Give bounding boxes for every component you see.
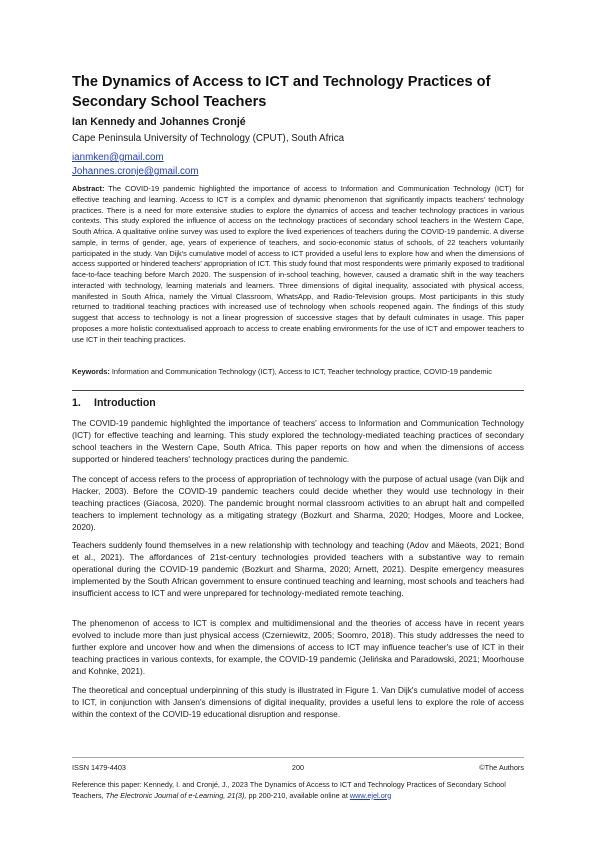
body-paragraph: The concept of access refers to the process of appropriation of technology with the purpose of actual usage (van Dijk and Hacker, 2003). Before the COVID-19 pandemic teachers could decide whether they would use technology in their teaching practices (Giacosa, 2020). The pandemic brought normal classroom activities to an abrupt halt and compelled teachers to implement technology as a mitigating strategy (Bozkurt and Sharma, 2020; Hodges, Moore and Lockee, 2020).	[72, 474, 524, 532]
paper-authors: Ian Kennedy and Johannes Cronjé	[72, 116, 246, 128]
copyright: ©The Authors	[479, 763, 524, 772]
section-number: 1.	[72, 397, 81, 409]
section-divider	[72, 390, 524, 391]
paper-title: The Dynamics of Access to ICT and Technology Practices of Secondary School Teachers	[72, 74, 491, 110]
reference-text: Reference this paper: Kennedy, I. and Cronjé, J., 2023 The Dynamics of Access to ICT and Technology Practices of Secondary School Teachers,	[72, 780, 506, 800]
footer-divider	[72, 757, 524, 758]
abstract-text: The COVID-19 pandemic highlighted the importance of access to Information and Communication Technology (ICT) for effective teaching and learning. Access to ICT is a complex and dynamic phenomenon that significantly impacts teachers' technology practices. There is a need for more extensive studies to explore the dynamics of access and teacher technology practices in various contexts. This study explored the influence of access on the technology practices of secondary school teachers in the Western Cape, South Africa. A qualitative online survey was used to explore the lived experiences of teachers during the COVID-19 pandemic. A diverse sample, in terms of gender, age, years of experience of teachers, and socio-economic status of schools, of 22 teachers voluntarily participated in the study. Van Dijk's cumulative model of access to ICT provided a useful lens to explore how and when the dimensions of access supported or hindered teachers' appropriation of ICT. This study found that most respondents were primarily exposed to traditional face-to-face teaching before March 2020. The suspension of in-school teaching, however, caused a dramatic shift in the way teachers interacted with technology, learning materials and learners. Three dimensions of digital inequality, associated with physical access, manifested in South Africa, namely the Virtual Classroom, WhatsApp, and Radio-Television groups. Most participants in this study returned to traditional teaching practices with increased use of technology when schools reopened again. The findings of this study suggest that access to technology is not a linear progression of successive stages that by default culminates in usage. This paper proposes a more holistic contextualised approach to access to create enabling environments for the use of ICT and empower teachers to use ICT in their teaching practices.	[72, 184, 524, 344]
page-number: 200	[291, 763, 305, 772]
body-paragraph: The COVID-19 pandemic highlighted the importance of teachers' access to Information and Communication Technology (ICT) for effective teaching and learning. This study explored the technology-mediated teaching practices of secondary school teachers in the Western Cape, South Africa. This paper reports on how and when the dimensions of access supported or hindered teachers' technology practices during the pandemic.	[72, 418, 524, 464]
journal-link[interactable]: www.ejel.org	[349, 790, 392, 800]
keywords-label: Keywords:	[72, 367, 110, 376]
journal-name: The Electronic Journal of e-Learning, 21(3),	[105, 790, 247, 800]
author-email-link[interactable]: ianmken@gmail.com	[72, 152, 164, 163]
keywords-text: Information and Communication Technology (ICT), Access to ICT, Teacher technology practice, COVID-19 pandemic	[111, 367, 492, 376]
body-paragraph: The phenomenon of access to ICT is complex and multidimensional and the theories of access have in recent years evolved to include more than just physical access (Czerniewitz, 2005; Soomro, 2018). This study addresses the need to further explore and uncover how and when the dimensions of access to ICT may influence teacher's use of ICT in their teaching practices in various contexts, for example, the COVID-19 pandemic (Jelińska and Paradowski, 2021; Moorhouse and Kohnke, 2021).	[72, 618, 524, 676]
abstract	[72, 184, 524, 345]
page-footer	[72, 763, 524, 775]
author-email-link[interactable]: Johannes.cronje@gmail.com	[72, 166, 199, 177]
author-affiliation: Cape Peninsula University of Technology (CPUT), South Africa	[72, 133, 345, 144]
section-title: Introduction	[94, 397, 156, 409]
abstract-label: Abstract:	[72, 184, 105, 193]
issn: ISSN 1479-4403	[72, 763, 126, 772]
citation-reference	[72, 780, 524, 801]
body-paragraph: Teachers suddenly found themselves in a new relationship with technology and teaching (Adov and Mäeots, 2021; Bond et al., 2021). The affordances of 21st-century technologies provided teachers with a substantive way to remain operational during the COVID-19 pandemic (Bozkurt and Sharma, 2020; Arnett, 2021). Despite emergency measures implemented by the South African government to ensure continued teaching and learning, most schools and teachers had insufficient access to ICT and were unprepared for technology-mediated remote teaching.	[72, 540, 524, 598]
reference-pages: pp 200-210, available online at	[248, 790, 348, 800]
keywords	[72, 367, 524, 377]
section-heading	[72, 397, 156, 409]
body-paragraph: The theoretical and conceptual underpinning of this study is illustrated in Figure 1. Van Dijk's cumulative model of access to ICT, in conjunction with Jansen's dimensions of digital inequality, provides a useful lens to explore the role of access within the context of the COVID-19 educational disruption and response.	[72, 685, 524, 719]
